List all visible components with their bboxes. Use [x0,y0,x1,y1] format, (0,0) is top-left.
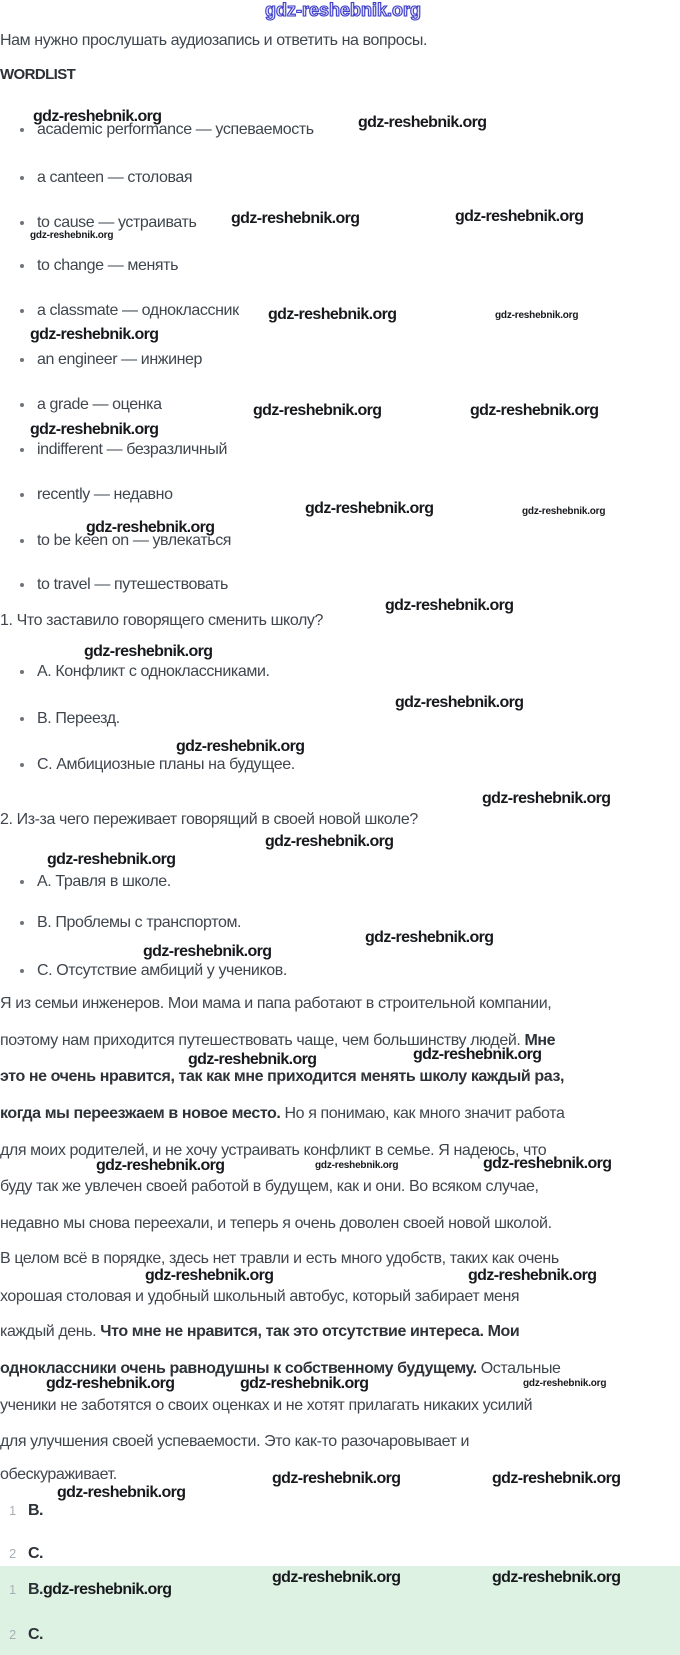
essay-segment: каждый день. [0,1323,101,1340]
bullet-icon [20,717,24,721]
wordlist-item [37,441,227,458]
essay-segment: обескураживает. [0,1466,117,1483]
essay-segment: Я из семьи инженеров. Мои мама и папа работают в строительной компании, [0,995,552,1012]
answer-letter: B. [28,1502,43,1519]
intro-text: Нам нужно прослушать аудиозапись и ответить на вопросы. [0,32,428,49]
answer-number: 2 [9,1627,17,1642]
bullet-icon [20,221,24,225]
bullet-icon [20,880,24,884]
essay-line [0,1433,469,1450]
bullet-icon [20,176,24,180]
bullet-icon [20,264,24,268]
option-text: В. Переезд. [37,710,120,727]
essay-line [0,1466,117,1483]
bullet-icon [20,493,24,497]
essay-segment: недавно мы снова переехали, и теперь я очень доволен своей новой школой. [0,1215,552,1232]
bullet-icon [20,128,24,132]
option-text: С. Амбициозные планы на будущее. [37,756,295,773]
option-text: А. Конфликт с одноклассниками. [37,663,270,680]
question-2-title: 2. Из-за чего переживает говорящий в своей новой школе? [0,811,418,828]
essay-line [0,1250,559,1267]
answer-letter: B. [28,1581,43,1598]
essay-segment-bold: одноклассники очень равнодушны к собственному будущему. [0,1360,477,1377]
question-1-option [37,710,120,727]
bullet-icon [20,539,24,543]
watermark-text: gdz-reshebnik.org [523,1378,607,1389]
essay-line [0,1178,539,1195]
wordlist-title: WORDLIST [0,66,76,83]
question-1-option [37,663,270,680]
watermark-text: gdz-reshebnik.org [455,208,584,225]
essay-segment-bold: это не очень нравится, так как мне приходится менять школу каждый раз, [0,1068,565,1085]
watermark-text: gdz-reshebnik.org [43,1581,172,1598]
essay-line [0,1288,519,1305]
watermark-text: gdz-reshebnik.org [468,1267,597,1284]
wordlist-item-text: a canteen — столовая [37,169,193,186]
wordlist-item-text: to be keen on — увлекаться [37,532,232,549]
watermark-text: gdz-reshebnik.org [231,210,360,227]
wordlist-item-text: indifferent — безразличный [37,441,227,458]
watermark-text: gdz-reshebnik.org [365,929,494,946]
bullet-icon [20,763,24,767]
watermark-text: gdz-reshebnik.org [253,402,382,419]
essay-segment: хорошая столовая и удобный школьный автобус, который забирает меня [0,1288,520,1305]
essay-line [0,1142,546,1159]
essay-segment-bold: когда мы переезжаем в новое место. [0,1105,281,1122]
essay-line [0,995,551,1012]
watermark-text: gdz-reshebnik.org [470,402,599,419]
answer-row [0,1545,680,1563]
wordlist-item [37,214,196,231]
option-text: А. Травля в школе. [37,873,171,890]
essay-segment-bold: Что мне не нравится, так это отсутствие интереса. Мои [100,1323,520,1340]
site-watermark-logo: gdz-reshebnik.org [265,0,422,20]
watermark-text: gdz-reshebnik.org [495,310,579,321]
watermark-text: gdz-reshebnik.org [30,326,159,343]
watermark-text: gdz-reshebnik.org [268,306,397,323]
bullet-icon [20,921,24,925]
wordlist-item-text: to change — менять [37,257,179,274]
essay-segment: ученики не заботятся о своих оценках и не хотят прилагать никаких усилий [0,1397,533,1414]
watermark-text: gdz-reshebnik.org [96,1157,225,1174]
essay-segment: поэтому нам приходится путешествовать чаще, чем большинству людей. [0,1032,525,1049]
essay-line [0,1397,532,1414]
essay-segment: Остальные [476,1360,561,1377]
watermark-text: gdz-reshebnik.org [33,108,162,125]
watermark-text: gdz-reshebnik.org [30,421,159,438]
bullet-icon [20,583,24,587]
question-2-option [37,873,171,890]
watermark-text: gdz-reshebnik.org [265,833,394,850]
essay-line [0,1323,519,1340]
watermark-text: gdz-reshebnik.org [272,1569,401,1586]
essay-segment-bold: Мне [524,1032,556,1049]
watermark-text: gdz-reshebnik.org [46,1375,175,1392]
answer-row [0,1502,680,1520]
wordlist-item-text: a classmate — одноклассник [37,302,239,319]
watermark-text: gdz-reshebnik.org [483,1155,612,1172]
wordlist-item [37,169,192,186]
wordlist-item [37,576,228,593]
bullet-icon [20,309,24,313]
question-1-title: 1. Что заставило говорящего сменить школу? [0,612,323,629]
wordlist-item-text: a grade — оценка [37,396,162,413]
wordlist-item-text: recently — недавно [37,486,173,503]
watermark-text: gdz-reshebnik.org [240,1375,369,1392]
watermark-text: gdz-reshebnik.org [145,1267,274,1284]
watermark-text: gdz-reshebnik.org [492,1470,621,1487]
watermark-text: gdz-reshebnik.org [188,1051,317,1068]
option-text: С. Отсутствие амбиций у учеников. [37,962,287,979]
watermark-text: gdz-reshebnik.org [492,1569,621,1586]
answer-row [0,1626,680,1644]
watermark-text: gdz-reshebnik.org [385,597,514,614]
watermark-text: gdz-reshebnik.org [305,500,434,517]
essay-line [0,1068,564,1085]
answer-number: 1 [9,1582,17,1597]
watermark-text: gdz-reshebnik.org [30,230,114,241]
essay-line [0,1105,564,1122]
watermark-text: gdz-reshebnik.org [84,643,213,660]
wordlist-item-text: to travel — путешествовать [37,576,228,593]
watermark-text: gdz-reshebnik.org [57,1484,186,1501]
watermark-text: gdz-reshebnik.org [522,506,606,517]
bullet-icon [20,969,24,973]
wordlist-item [37,351,202,368]
watermark-text: gdz-reshebnik.org [358,114,487,131]
bullet-icon [20,670,24,674]
wordlist-item-text: an engineer — инжинер [37,351,203,368]
answer-letter: C. [28,1545,43,1562]
wordlist-item-text: academic performance — успеваемость [37,121,314,138]
answer-number: 2 [9,1546,17,1561]
watermark-text: gdz-reshebnik.org [315,1160,399,1171]
essay-segment: буду так же увлечен своей работой в будущем, как и они. Во всяком случае, [0,1178,539,1195]
question-1-option [37,756,295,773]
essay-segment: для моих родителей, и не хочу устраивать конфликт в семье. Я надеюсь, что [0,1142,547,1159]
essay-line [0,1215,552,1232]
watermark-text: gdz-reshebnik.org [86,519,215,536]
wordlist-item [37,302,239,319]
watermark-text: gdz-reshebnik.org [272,1470,401,1487]
wordlist-item [37,396,162,413]
answer-letter: C. [28,1626,43,1643]
bullet-icon [20,448,24,452]
bullet-icon [20,403,24,407]
bullet-icon [20,358,24,362]
watermark-text: gdz-reshebnik.org [143,943,272,960]
essay-segment: для улучшения своей успеваемости. Это как-то разочаровывает и [0,1433,470,1450]
watermark-text: gdz-reshebnik.org [482,790,611,807]
question-2-option [37,962,287,979]
essay-segment: В целом всё в порядке, здесь нет травли и есть много удобств, таких как очень [0,1250,559,1267]
watermark-text: gdz-reshebnik.org [395,694,524,711]
watermark-text: gdz-reshebnik.org [176,738,305,755]
essay-segment: Но я понимаю, как много значит работа [280,1105,565,1122]
question-2-option [37,914,241,931]
wordlist-item-text: to cause — устраивать [37,214,197,231]
wordlist-item [37,486,173,503]
watermark-text: gdz-reshebnik.org [413,1046,542,1063]
watermark-text: gdz-reshebnik.org [47,851,176,868]
answer-number: 1 [9,1503,17,1518]
option-text: В. Проблемы с транспортом. [37,914,242,931]
wordlist-item [37,257,178,274]
